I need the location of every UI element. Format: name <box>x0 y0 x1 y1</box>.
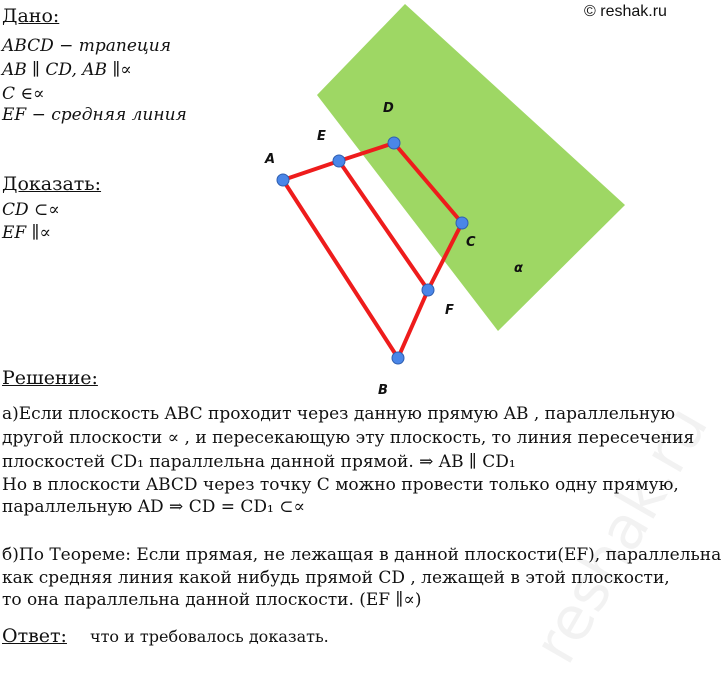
given-line: AB ∥ CD, AB ∥∝ <box>2 60 132 80</box>
prove-header: Доказать: <box>2 173 102 195</box>
point-a <box>277 174 289 186</box>
given-header: Дано: <box>2 5 60 27</box>
site-credit: © reshak.ru <box>584 3 667 20</box>
plane-alpha <box>317 4 625 331</box>
solution-b-line: то она параллельна данной плоскости. (EF ∥∝) <box>2 590 422 610</box>
label-d: D <box>383 101 394 116</box>
solution-a-line: плоскостей CD₁ параллельна данной прямой. ⇒ AB ∥ CD₁ <box>2 452 516 472</box>
solution-a-line: Но в плоскости ABCD через точку C можно провести только одну прямую, <box>2 475 679 495</box>
solution-a-line: а)Если плоскость ABC проходит через данную прямую AB , параллельную <box>2 404 676 424</box>
label-b: B <box>378 383 388 398</box>
solution-b-line: как средняя линия какой нибудь прямой CD , лежащей в этой плоскости, <box>2 568 670 588</box>
solution-a-line: другой плоскости ∝ , и пересекающую эту плоскость, то линия пересечения <box>2 428 695 448</box>
edge-fb <box>398 290 428 358</box>
point-e <box>333 155 345 167</box>
prove-line: EF ∥∝ <box>2 223 51 243</box>
point-b <box>392 352 404 364</box>
label-e: E <box>317 129 326 144</box>
solution-a-line: параллельную AD ⇒ CD = CD₁ ⊂∝ <box>2 497 305 517</box>
label-f: F <box>445 303 454 318</box>
label-c: C <box>466 235 476 250</box>
point-c <box>456 217 468 229</box>
given-line: EF − средняя линия <box>2 105 187 125</box>
edge-ae <box>283 161 339 180</box>
answer-text: что и требовалось доказать. <box>90 627 329 646</box>
label-alpha: α <box>514 261 523 276</box>
label-a: A <box>265 152 276 167</box>
solution-header: Решение: <box>2 367 98 389</box>
point-f <box>422 284 434 296</box>
solution-b-line: б)По Теореме: Если прямая, не лежащая в данной плоскости(EF), параллельна <box>2 545 722 565</box>
given-line: C ∈∝ <box>2 84 45 104</box>
answer-header: Ответ: <box>2 625 67 647</box>
given-line: ABCD − трапеция <box>2 36 171 56</box>
edge-ba <box>283 180 398 358</box>
watermark-logo: reshak.ru <box>520 395 722 675</box>
prove-line: CD ⊂∝ <box>2 200 60 220</box>
point-d <box>388 137 400 149</box>
